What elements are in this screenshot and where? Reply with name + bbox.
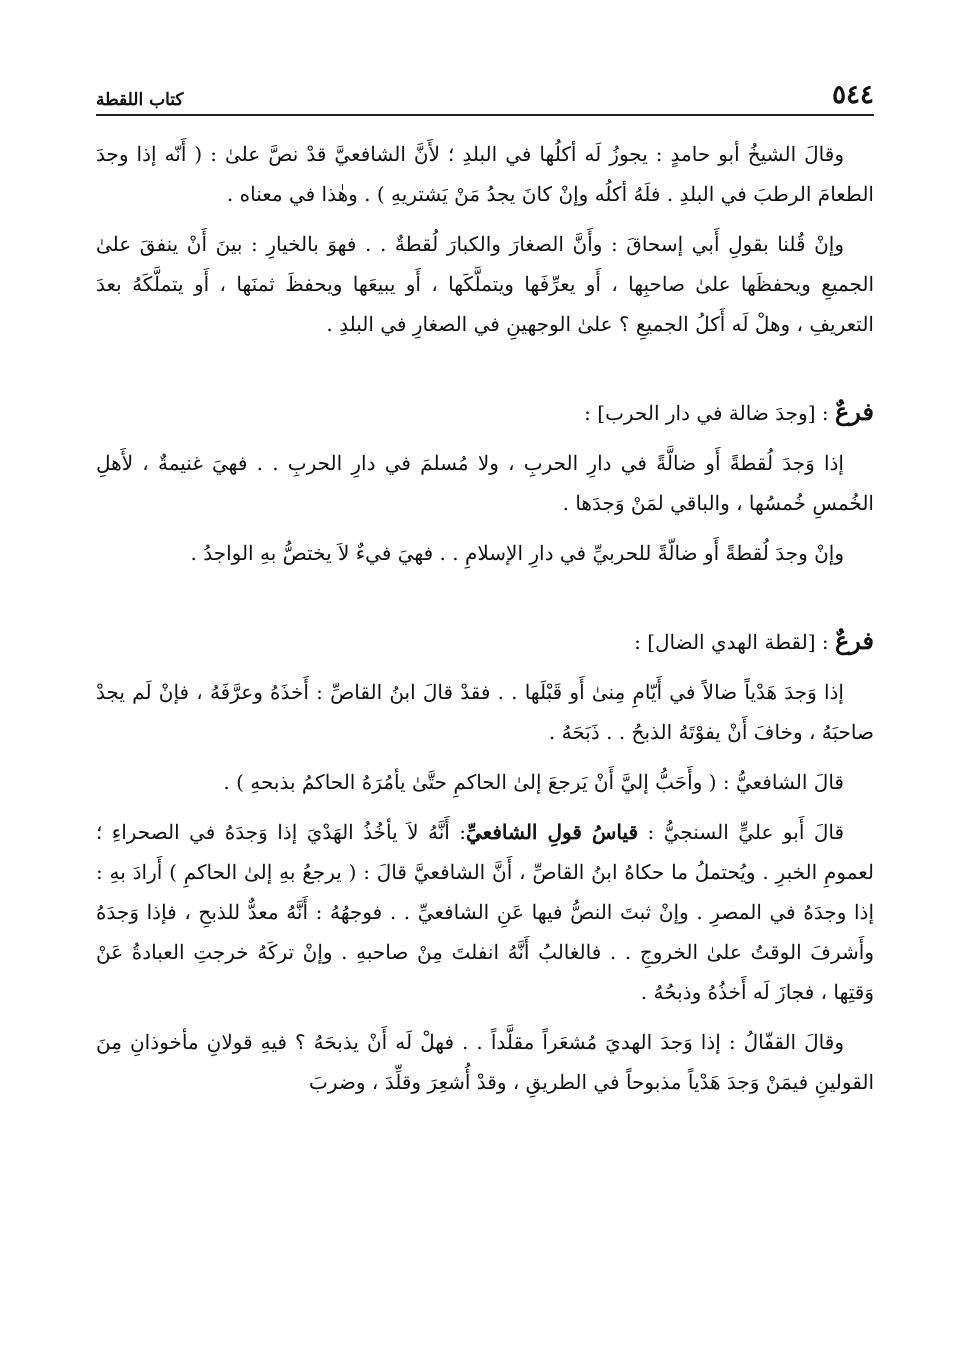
branch-heading xyxy=(96,392,874,433)
branch-title: : [وجدَ ضالة في دار الحرب] : xyxy=(584,401,835,425)
sinji-bold-phrase: قياسُ قولِ الشافعيِّ xyxy=(466,820,639,844)
paragraph-qaffal: وقالَ القفّالُ : إذا وَجدَ الهديَ مُشعَراً مقلَّداً . . فهلْ لَه أَنْ يذبحَهُ ؟ فيهِ قولانِ مأخوذانِ مِنَ القولينِ فيمَنْ وَجدَ هَدْياً مذبوحاً في الطريقِ ، وقدْ أُشعِرَ وقلِّدَ ، وضربَ xyxy=(96,1030,874,1094)
sinji-rest: : أَنَّهُ لاَ يأخُذُ الهَدْيَ إذا وَجدَهُ في الصحراءِ ؛ لعمومِ الخبرِ . ويُحتملُ ما حكاهُ ابنُ القاصِّ ، أَنَّ الشافعيَّ قالَ : ( يرجعُ بهِ إلىٰ الحاكمِ ) أَرادَ بهِ : إذا وجدَهُ في المصرِ . وإنْ ثبتَ النصُّ فيها عَنِ الشافعيِّ . . فوجهُهُ : أَنَّهُ معدٌّ للذبحِ ، فإذا وَجدَهُ وأَشرفَ الوقتُ علىٰ الخروجِ . . فالغالبُ أَنَّهُ انفلتَ مِنْ صاحبهِ . وإنْ تركَهُ خرجتِ العبادةُ عَنْ وَقتِها ، فجازَ لَه أَخذُهُ وذبحُهُ . xyxy=(96,820,875,1004)
branch-dar-al-harb xyxy=(96,392,874,573)
sinji-intro: قالَ أَبو عليٍّ السنجيُّ : xyxy=(638,820,845,844)
book-title: كتاب اللقطة xyxy=(96,90,184,110)
paragraph-abu-ishaq: وإنْ قُلنا بقولِ أَبي إسحاقَ : وأَنَّ الصغارَ والكبارَ لُقطةٌ . . فهوَ بالخيارِ : بينَ أَنْ ينفقَ علىٰ الجميعِ ويحفظَها علىٰ صاحبِها ، أَو يعرِّفَها ويتملَّكَها ، أَو يبيعَها ويحفظَ ثمنَها ، أَو يتملَّكَهُ بعدَ التعريفِ ، وهلْ لَه أَكلُ الجميعِ ؟ علىٰ الوجهينِ في الصغارِ في البلدِ . xyxy=(96,232,874,336)
branch-heading xyxy=(96,621,874,662)
page-number: ٥٤٤ xyxy=(832,80,874,110)
document-page xyxy=(96,70,874,1112)
branch-label: فرعٌ xyxy=(834,397,874,426)
paragraph-fay: وإنْ وجدَ لُقطةً أَو ضالّةً للحربيِّ في دارِ الإسلامِ . . فهيَ فيءٌ لاَ يختصُّ بهِ الواجدُ . xyxy=(190,541,844,565)
paragraph-abu-hamid: وقالَ الشيخُ أبو حامدٍ : يجوزُ لَه أكلُها في البلدِ ؛ لأَنَّ الشافعيَّ قدْ نصَّ علىٰ : ( أَنّه إذا وجدَ الطعامَ الرطبَ في البلدِ . فلَهُ أكلُه وإنْ كانَ يجدُ مَنْ يَشتريهِ ) . وهٰذا في معناه . xyxy=(96,142,874,206)
paragraph-shafii-quote: قالَ الشافعيُّ : ( وأَحَبُّ إليَّ أَنْ يَرجعَ إلىٰ الحاكمِ حتَّىٰ يأمُرَهُ الحاكمُ بذبحهِ ) . xyxy=(223,770,844,794)
branch-hady-dall xyxy=(96,621,874,1102)
paragraph-sinji xyxy=(96,812,874,1012)
branch-label: فرعٌ xyxy=(834,626,874,655)
paragraph-ghanima: إذا وَجدَ لُقطةً أَو ضالَّةً في دارِ الحربِ ، ولا مُسلمَ في دارِ الحربِ . . فهيَ غنيمةٌ ، لأَهلِ الخُمسِ خُمسُها ، والباقي لمَنْ وَجدَها . xyxy=(96,451,874,515)
body-text xyxy=(96,134,874,1102)
running-header xyxy=(96,70,874,116)
paragraph-ibn-al-qass: إذا وَجدَ هَدْياً ضالاً في أَيّامِ مِنىٰ أَو قَبْلَها . . فقدْ قالَ ابنُ القاصِّ : أَخذَهُ وعرَّفَهُ ، فإنْ لَم يجدْ صاحبَهُ ، وخافَ أَنْ يفوْتَهُ الذبحُ . . ذَبَحَهُ . xyxy=(96,680,874,744)
branch-title: : [لقطة الهدي الضال] : xyxy=(634,630,835,654)
